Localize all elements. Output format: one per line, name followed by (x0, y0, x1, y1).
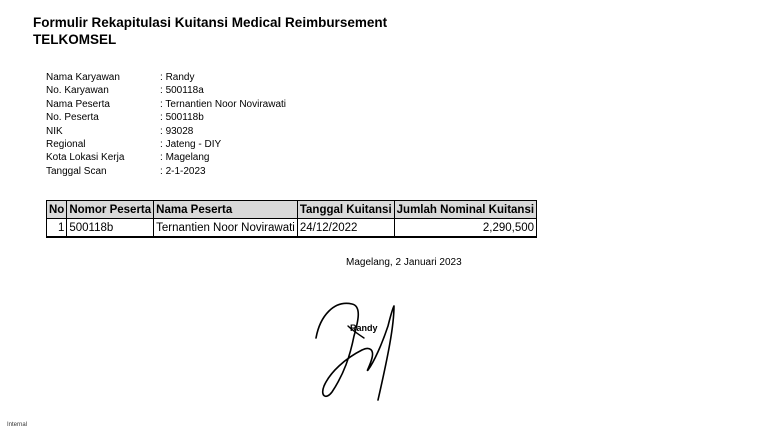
info-value: : 500118a (160, 84, 204, 97)
info-label: Kota Lokasi Kerja (46, 152, 125, 164)
info-row (46, 84, 286, 97)
info-row (46, 98, 286, 111)
column-header-participant-name: Nama Peserta (154, 201, 298, 219)
info-value: : 500118b (160, 111, 204, 124)
column-header-receipt-amount: Jumlah Nominal Kuitansi (394, 201, 536, 219)
classification-label: Internal (7, 422, 28, 428)
info-value: : Jateng - DIY (160, 138, 221, 151)
document-header (33, 14, 387, 48)
employee-info-list (46, 71, 286, 178)
signer-name: Randy (350, 323, 378, 333)
info-value: : 2-1-2023 (160, 165, 206, 178)
column-header-no: No (47, 201, 67, 219)
info-label: No. Karyawan (46, 85, 109, 97)
info-label: Nama Peserta (46, 98, 110, 110)
column-header-receipt-date: Tanggal Kuitansi (297, 201, 394, 219)
info-label: Nama Karyawan (46, 72, 120, 83)
info-value: : Magelang (160, 151, 209, 164)
cell-receipt-date: 24/12/2022 (297, 219, 394, 238)
info-row (46, 125, 286, 138)
info-row (46, 111, 286, 124)
place-date: Magelang, 2 Januari 2023 (346, 257, 462, 268)
info-row (46, 71, 286, 84)
cell-receipt-amount: 2,290,500 (394, 219, 536, 238)
signature-image (312, 296, 402, 406)
cell-participant-number: 500118b (67, 219, 154, 238)
info-value: : Randy (160, 71, 194, 84)
cell-participant-name: Ternantien Noor Novirawati (154, 219, 298, 238)
info-row (46, 151, 286, 164)
info-label: NIK (46, 125, 63, 137)
info-row (46, 165, 286, 178)
receipt-table (46, 200, 537, 238)
column-header-participant-number: Nomor Peserta (67, 201, 154, 219)
table-row (47, 219, 537, 238)
company-name: TELKOMSEL (33, 32, 117, 47)
document-title: Formulir Rekapitulasi Kuitansi Medical Reimbursement (33, 15, 388, 30)
info-label: Tanggal Scan (46, 165, 107, 177)
info-label: No. Peserta (46, 112, 99, 124)
info-label: Regional (46, 139, 86, 151)
info-value: : Ternantien Noor Novirawati (160, 98, 286, 111)
table-header-row (47, 201, 537, 219)
info-row (46, 138, 286, 151)
cell-no: 1 (47, 219, 67, 238)
info-value: : 93028 (160, 125, 193, 138)
